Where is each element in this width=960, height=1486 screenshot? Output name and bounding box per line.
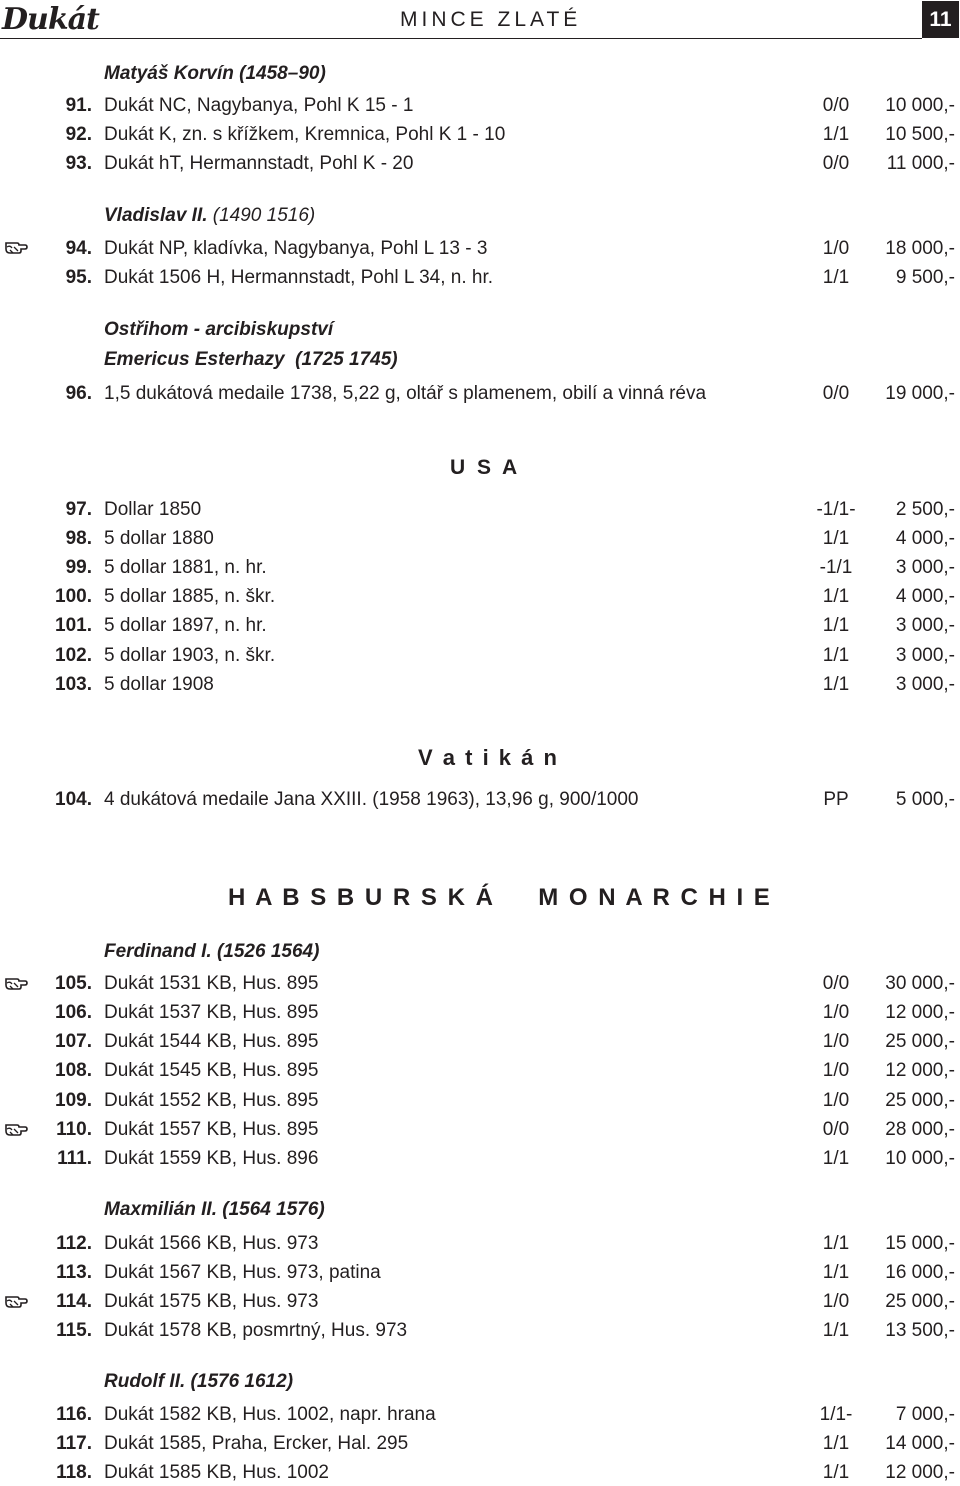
section-heading-ferdinand-i: Ferdinand I. (1526 1564) [104,941,320,962]
list-item: 114. Dukát 1575 KB, Hus. 973 1/0 25 000,- [56,1291,955,1312]
list-item: 110. Dukát 1557 KB, Hus. 895 0/0 28 000,- [56,1119,955,1140]
country-heading-vatikan: V a t i k á n [418,745,559,770]
list-item: 105. Dukát 1531 KB, Hus. 895 0/0 30 000,- [55,973,955,994]
list-item: 116. Dukát 1582 KB, Hus. 1002, napr. hrana 1/1- 7 000,- [56,1404,955,1425]
list-item: 101. 5 dollar 1897, n. hr. 1/1 3 000,- [55,615,955,636]
header-divider [0,38,922,39]
section-heading-rudolf-ii: Rudolf II. (1576 1612) [104,1371,294,1392]
country-heading-habsburska-monarchie: H A B S B U R S K Á M O N A R C H I E [228,884,772,911]
list-item: 92. Dukát K, zn. s křížkem, Kremnica, Pohl K 1 - 10 1/1 10 500,- [65,124,955,145]
list-item: 91. Dukát NC, Nagybanya, Pohl K 15 - 1 0/0 10 000,- [65,95,955,116]
page-title: MINCE ZLATÉ [400,8,582,31]
list-item: 100. 5 dollar 1885, n. škr. 1/1 4 000,- [55,586,955,607]
section-heading-vladislav-ii: Vladislav II. (1490 1516) [104,205,316,226]
list-item: 98. 5 dollar 1880 1/1 4 000,- [65,528,955,549]
list-item: 117. Dukát 1585, Praha, Ercker, Hal. 295 1/1 14 000,- [56,1433,955,1454]
list-item: 94. Dukát NP, kladívka, Nagybanya, Pohl L 13 - 3 1/0 18 000,- [65,238,955,259]
section-heading-matyas-korvin: Matyáš Korvín (1458–90) [104,63,326,84]
list-item: 113. Dukát 1567 KB, Hus. 973, patina 1/1 16 000,- [56,1262,955,1283]
page-header [0,0,960,40]
country-heading-usa: U S A [450,456,521,479]
list-item: 97. Dollar 1850 -1/1- 2 500,- [65,499,955,520]
section-heading-ostrihom: Ostřihom - arcibiskupství [104,319,334,340]
list-item: 106. Dukát 1537 KB, Hus. 895 1/0 12 000,- [55,1002,955,1023]
page-number: 11 [922,1,959,38]
list-item: 107. Dukát 1544 KB, Hus. 895 1/0 25 000,- [55,1031,955,1052]
list-item: 115. Dukát 1578 KB, posmrtný, Hus. 973 1/1 13 500,- [56,1320,955,1341]
list-item: 95. Dukát 1506 H, Hermannstadt, Pohl L 34, n. hr. 1/1 9 500,- [65,267,955,288]
list-item: 102. 5 dollar 1903, n. škr. 1/1 3 000,- [55,645,955,666]
list-item: 108. Dukát 1545 KB, Hus. 895 1/0 12 000,- [55,1060,955,1081]
list-item: 118. Dukát 1585 KB, Hus. 1002 1/1 12 000,- [56,1462,955,1483]
list-item: 111. Dukát 1559 KB, Hus. 896 1/1 10 000,- [57,1148,955,1169]
list-item: 99. 5 dollar 1881, n. hr. -1/1 3 000,- [65,557,955,578]
dukat-logo: Dukát [2,2,99,37]
list-item: 112. Dukát 1566 KB, Hus. 973 1/1 15 000,- [56,1233,955,1254]
section-heading-maxmilian-ii: Maxmilián II. (1564 1576) [104,1199,325,1220]
section-heading-emericus-esterhazy: Emericus Esterhazy (1725 1745) [104,349,398,370]
list-item: 104. 4 dukátová medaile Jana XXIII. (1958 1963), 13,96 g, 900/1000 PP 5 000,- [55,789,955,810]
list-item: 103. 5 dollar 1908 1/1 3 000,- [55,674,955,695]
list-item: 109. Dukát 1552 KB, Hus. 895 1/0 25 000,- [55,1090,955,1111]
list-item: 96. 1,5 dukátová medaile 1738, 5,22 g, oltář s plamenem, obilí a vinná réva 0/0 19 000,- [65,383,955,404]
list-item: 93. Dukát hT, Hermannstadt, Pohl K - 20 0/0 11 000,- [65,153,955,174]
